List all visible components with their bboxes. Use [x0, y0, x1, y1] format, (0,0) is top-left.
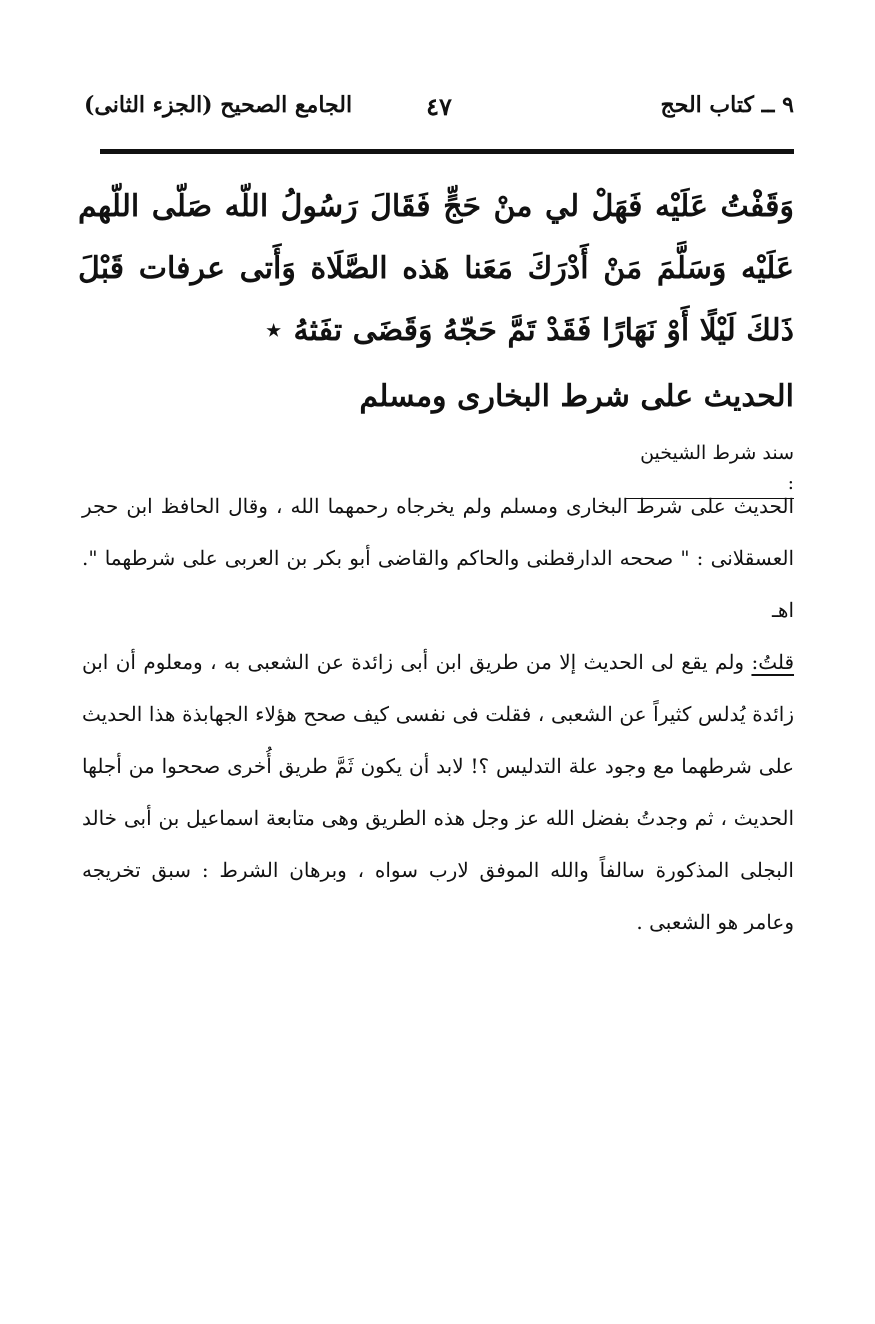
qult-label: قلتُ: [751, 650, 795, 674]
commentary-paragraph: الحديث على شرط البخارى ومسلم ولم يخرجاه رحمهما الله ، وقال الحافظ ابن حجر العسقلانى : " صححه الدارقطنى والحاكم والقاضى أبو بكر بن العربى على شرطهما ". اهـ [82, 494, 795, 622]
page-number: ٤٧ [426, 92, 452, 121]
header-divider [100, 149, 794, 154]
book-title: الجامع الصحيح (الجزء الثانى) [84, 92, 353, 118]
running-header [84, 92, 794, 132]
section-heading: سند شرط الشيخين : [625, 438, 794, 499]
hadith-text: وَقَفْتُ عَلَيْه فَهَلْ لي منْ حَجٍّ فَقَالَ رَسُولُ اللّه صَلّى اللّهم عَلَيْه وَسَلَّمَ مَنْ أَدْرَكَ مَعَنا هَذه الصَّلَاة وَأَتى عرفات قَبْلَ ذَلكَ لَيْلًا أَوْ نَهَارًا فَقَدْ تَمَّ حَجّهُ وَقَضَى تفَثهُ ⋆ [78, 189, 794, 348]
hadith-grading: الحديث على شرط البخارى ومسلم [359, 379, 794, 414]
commentary-paragraph-qult [82, 636, 794, 948]
qult-text: ولم يقع لى الحديث إلا من طريق ابن أبى زائدة عن الشعبى به ، ومعلوم أن ابن زائدة يُدلس كثيراً عن الشعبى ، فقلت فى نفسى كيف صحح هؤلاء الجهابذة هذا الحديث على شرطهما مع وجود علة التدليس ؟! لابد أن يكون ثَمَّ طريق أُخرى صححوا من أجلها الحديث ، ثم وجدتُ بفضل الله عز وجل هذه الطريق وهى متابعة اسماعيل بن أبى خالد البجلى المذكورة سالفاً والله الموفق لارب سواه ، وبرهان الشرط : سبق تخريجه وعامر هو الشعبى . [82, 650, 794, 934]
chapter-title: ٩ ــ كتاب الحج [660, 92, 794, 118]
